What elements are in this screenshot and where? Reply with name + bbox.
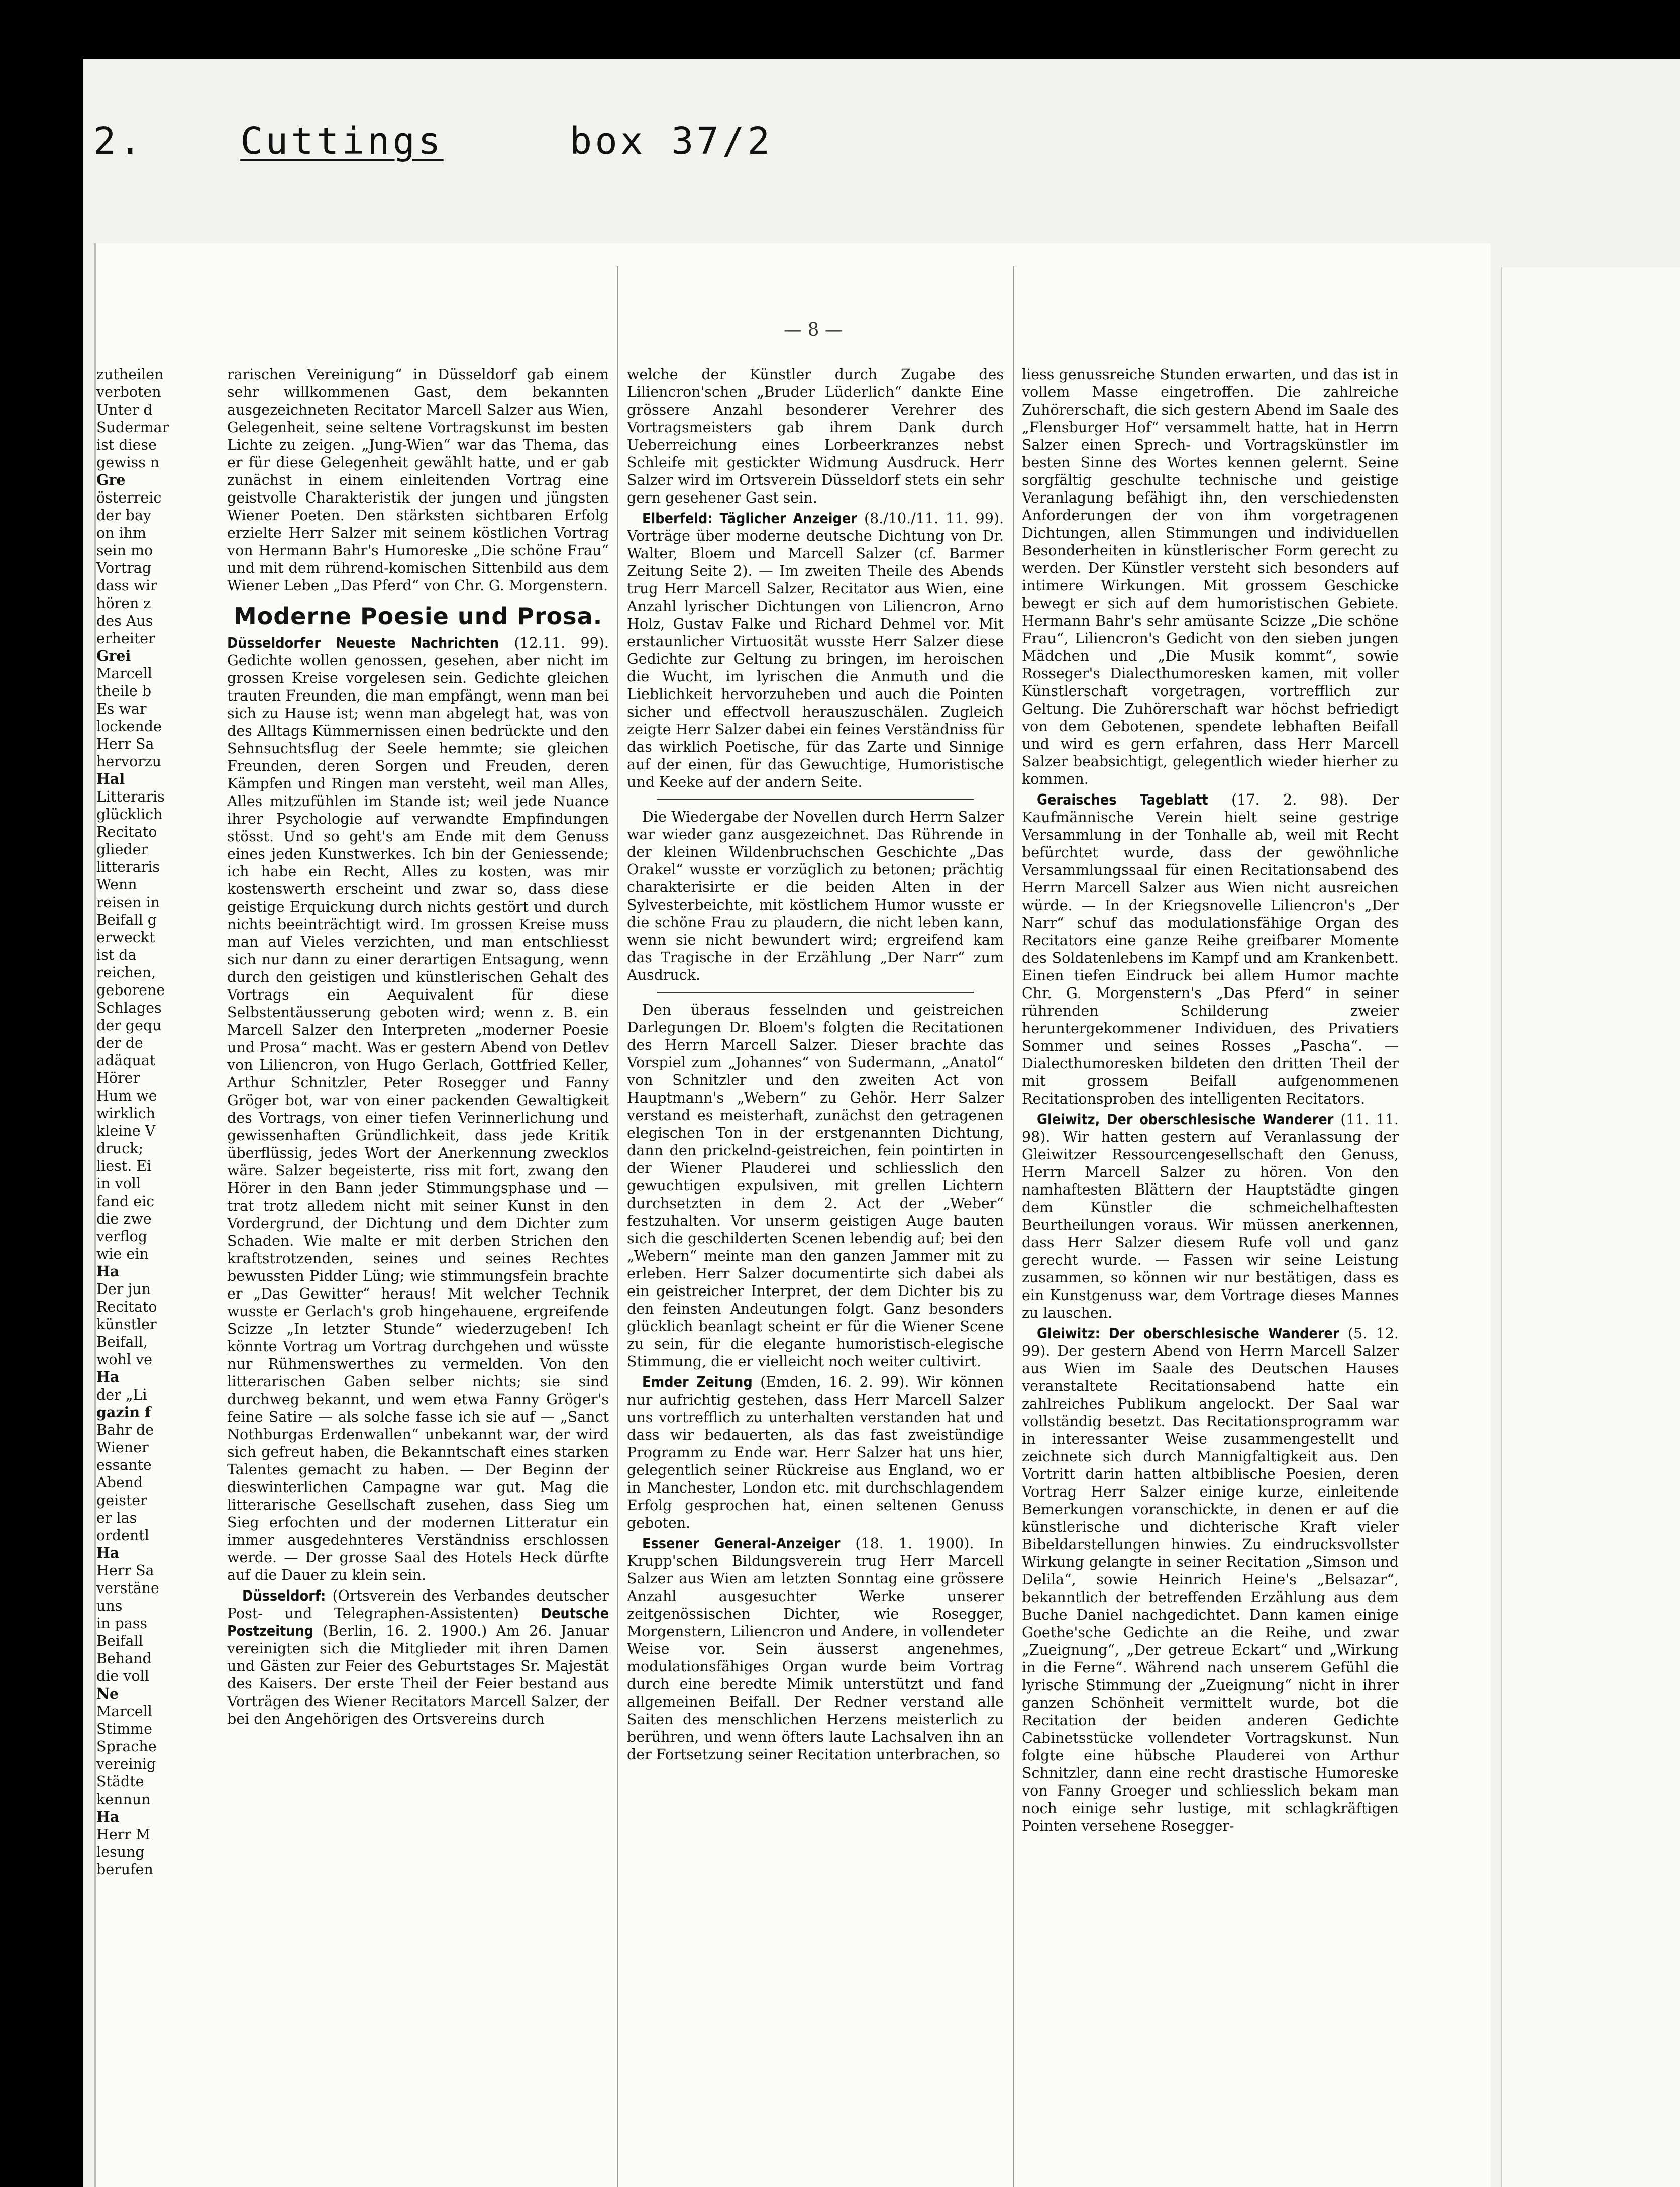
- source-name: Gleiwitz: Der oberschlesische Wanderer: [1037, 1325, 1339, 1342]
- source-date: (11. 11. 98).: [1022, 1111, 1399, 1145]
- article-paragraph: [1022, 1325, 1399, 1835]
- fragment-line: Ha: [96, 1808, 120, 1825]
- fragment-line: reisen in: [96, 894, 160, 911]
- fragment-line: kennun: [96, 1791, 151, 1808]
- fragment-line: uns: [96, 1598, 123, 1614]
- fragment-line: berufen: [96, 1861, 153, 1878]
- fragment-line: in voll: [96, 1175, 141, 1192]
- fragment-line: verstäne: [96, 1580, 159, 1597]
- article-text: Wir hatten gestern auf Veranlassung der Gleiwitzer Ressourcengesellschaft den Genuss, Herrn Marcell Salzer zu hören. Von den namhaftesten Blättern der Hauptstädte gingen dem Künstler die schmeichelhaftesten Beurtheilungen voraus. Wir müssen anerkennen, dass Herr Salzer diesem Rufe voll und ganz gerecht wurde. — Fassen wir seine Leistung zusammen, so können wir nur bestätigen, dass es ein Kunstgenuss war, dem Vortrage dieses Mannes zu lauschen.: [1022, 1129, 1399, 1321]
- fragment-line: Marcell: [96, 1703, 152, 1720]
- fragment-line: die voll: [96, 1668, 149, 1684]
- fragment-line: Ha: [96, 1263, 120, 1280]
- fragment-line: gazin f: [96, 1404, 151, 1421]
- fragment-line: Unter d: [96, 402, 153, 418]
- source-date: (Emden, 16. 2. 99).: [760, 1374, 909, 1390]
- article-paragraph: [627, 1373, 1004, 1532]
- fragment-line: lesung: [96, 1844, 145, 1860]
- fragment-line: Ne: [96, 1685, 119, 1702]
- fragment-line: lockende: [96, 718, 162, 735]
- fragment-line: ordentl: [96, 1527, 149, 1544]
- fragment-line: Herr Sa: [96, 1562, 154, 1579]
- fragment-line: der „Li: [96, 1386, 147, 1403]
- source-name: Elberfeld: Täglicher Anzeiger: [642, 510, 857, 527]
- fragment-line: litteraris: [96, 859, 160, 875]
- fragment-line: der gequ: [96, 1017, 162, 1034]
- article-text: Die Wiedergabe der Novellen durch Herrn Salzer war wieder ganz ausgezeichnet. Das Rührende in der kleinen Wildenbruchschen Geschichte „Das Orakel“ wusste er vorzüglich zu betonen; prächtig charakterisirte er die beiden Alten in der Sylvesterbeichte, mit köstlichem Humor wusste er die schöne Frau zu plaudern, die nicht leben kann, wenn sie nicht bewundert wird; ergreifend kam das Tragische in der Erzählung „Der Narr“ zum Ausdruck.: [627, 809, 1004, 983]
- fragment-line: der bay: [96, 507, 152, 524]
- fragment-line: Grei: [96, 647, 131, 664]
- source-name: Gleiwitz, Der oberschlesische Wanderer: [1037, 1111, 1334, 1128]
- fragment-line: Sudermar: [96, 419, 169, 436]
- fragment-line: zutheilen: [96, 366, 164, 383]
- fragment-line: Herr Sa: [96, 736, 154, 752]
- fragment-line: Wenn: [96, 876, 137, 893]
- article-text: Vorträge über moderne deutsche Dichtung von Dr. Walter, Bloem und Marcell Salzer (cf. Barmer Zeitung Seite 2). — Im zweiten Theile des Abends trug Herr Marcell Salzer, Recitator aus Wien, eine Anzahl lyrischer Dichtungen von Liliencron, Arno Holz, Gustav Falke und Richard Dehmel vor. Mit erstaunlicher Virtuosität wusste Herr Salzer diese Gedichte zur Geltung zu bringen, im heroischen die Wucht, im lyrischen die Anmuth und die Lieblichkeit hervorzuheben und auch die Pointen sicher und effectvoll herauszuschälen. Zugleich zeigte Herr Salzer dabei ein feines Verständniss für das wirklich Poetische, für das Zarte und Sinnige auf der einen, für das Gewuchtige, Humoristische und Keeke auf der andern Seite.: [627, 528, 1004, 790]
- fragment-line: in pass: [96, 1615, 148, 1632]
- fragment-line: künstler: [96, 1316, 157, 1333]
- source-date: (5. 12. 99).: [1022, 1325, 1399, 1359]
- article-text: In Krupp'schen Bildungsverein trug Herr Marcell Salzer aus Wien am letzten Sonntag eine grössere Anzahl ausgesuchter Werke unserer zeitgenössischen Dichter, wie Rosegger, Morgenstern, Liliencron und Andere, in vollendeter Weise vor. Sein äusserst angenehmes, modulationsfähiges Organ wurde beim Vortrag durch eine beredte Mimik unterstützt und fand allgemeinen Beifall. Der Redner verstand alle Saiten des menschlichen Herzens meisterlich zu berühren, und wenn öfters laute Lachsalven ihn an der Fortsetzung seiner Recitation unterbrachen, so: [627, 1535, 1004, 1763]
- fragment-line: glücklich: [96, 806, 163, 823]
- fragment-line: Wiener: [96, 1439, 149, 1456]
- fragment-line: wirklich: [96, 1105, 155, 1122]
- fragment-line: Beifall,: [96, 1334, 148, 1350]
- source-name: Düsseldorfer Neueste Nachrichten: [227, 635, 499, 651]
- fragment-line: er las: [96, 1510, 137, 1526]
- fragment-line: ist diese: [96, 437, 157, 453]
- fragment-line: Abend: [96, 1474, 143, 1491]
- fragment-line: Recitato: [96, 824, 157, 840]
- article-text: rarischen Vereinigung“ in Düsseldorf gab einem sehr willkommenen Gast, dem bekannten ausgezeichneten Recitator Marcell Salzer aus Wien, Gelegenheit, seine seltene Vortragskunst im besten Lichte zu zeigen. „Jung-Wien“ war das Thema, das er für diese Gelegenheit gewählt hatte, und er gab zunächst in einem einleitenden Vortrag eine geistvolle Charakteristik der jungen und jüngsten Wiener Poeten. Den stärksten sichtbaren Erfolg erzielte Herr Salzer mit seinem köstlichen Vortrag von Hermann Bahr's Humoreske „Die schöne Frau“ und mit dem rührend-komischen Sittenbild aus dem Wiener Leben „Das Pferd“ von Chr. G. Morgenstern.: [227, 366, 609, 594]
- header-box: box 37/2: [569, 120, 773, 163]
- separator-rule: [657, 992, 974, 993]
- column-rule: [617, 266, 618, 2187]
- fragment-line: Der jun: [96, 1281, 151, 1298]
- fragment-line: Es war: [96, 701, 147, 717]
- fragment-line: Stimme: [96, 1721, 153, 1737]
- header-cuttings: Cuttings: [240, 120, 444, 163]
- fragment-line: erweckt: [96, 929, 155, 946]
- archive-header-label: [93, 120, 773, 163]
- fragment-line: dass wir: [96, 577, 157, 594]
- fragment-line: wie ein: [96, 1246, 149, 1262]
- source-note: (Ortsverein des Verbandes deutscher Post- und Telegraphen-Assistenten): [227, 1587, 609, 1622]
- source-date: (18. 1. 1900).: [855, 1535, 974, 1552]
- source-name: Geraisches Tageblatt: [1037, 791, 1208, 808]
- fragment-line: die zwe: [96, 1211, 152, 1227]
- fragment-line: ist da: [96, 947, 137, 963]
- fragment-line: Vortrag: [96, 560, 152, 576]
- fragment-line: hören z: [96, 595, 151, 612]
- source-date: (Berlin, 16. 2. 1900.): [323, 1623, 487, 1639]
- fragment-line: des Aus: [96, 613, 153, 629]
- fragment-line: sein mo: [96, 542, 153, 559]
- header-number: 2.: [93, 120, 145, 163]
- article-text: Den überaus fesselnden und geistreichen Darlegungen Dr. Bloem's folgten die Recitationen des Herrn Marcell Salzer. Dieser brachte das Vorspiel zum „Johannes“ von Sudermann, „Anatol“ von Schnitzler und den zweiten Act von Hauptmann's „Webern“ zu Gehör. Herr Salzer verstand es meisterhaft, zunächst den getragenen elegischen Ton in der erstgenannten Dichtung, dann den prickelnd-geistreichen, fein pointirten in der Wiener Plauderei und schliesslich den gewuchtigen expulsiven, mit grellen Lichtern durchsetzten in dem 2. Act der „Weber“ festzuhalten. Vor unserm geistigen Auge bauten sich die geschilderten Scenen lebendig auf; bei den „Webern“ meinte man den ganzen Jammer mit zu erleben. Herr Salzer documentirte sich dabei als ein geistreicher Interpret, der dem Dichter bis zu den feinsten Andeutungen folgt. Ganz besonders glücklich beanlagt scheint er für die Wiener Scene zu sein, für die elegante humoristisch-elegische Stimmung, die er vielleicht noch weiter cultivirt.: [627, 1002, 1004, 1370]
- fragment-line: verflog: [96, 1228, 148, 1245]
- source-date: (12.11. 99).: [514, 635, 609, 651]
- fragment-line: reichen,: [96, 964, 156, 981]
- fragment-line: verboten: [96, 384, 161, 401]
- fragment-line: Schlages: [96, 1000, 162, 1016]
- fragment-line: österreic: [96, 489, 162, 506]
- fragment-line: druck;: [96, 1140, 144, 1157]
- fragment-line: erheiter: [96, 630, 155, 647]
- fragment-line: Herr M: [96, 1826, 151, 1843]
- article-paragraph: [227, 634, 609, 1584]
- fragment-line: Behand: [96, 1650, 152, 1667]
- fragment-line: Gre: [96, 471, 126, 488]
- fragment-line: der de: [96, 1035, 143, 1051]
- fragment-line: essante: [96, 1457, 152, 1473]
- fragment-line: Ha: [96, 1544, 120, 1561]
- fragment-line: wohl ve: [96, 1351, 153, 1368]
- article-text: welche der Künstler durch Zugabe des Liliencron'schen „Bruder Lüderlich“ dankte Eine grössere Anzahl besonderer Verehrer des Vortragsmeisters gab ihrem Dank durch Ueberreichung eines Lorbeerkranzes nebst Schleife mit gestickter Widmung Ausdruck. Herr Salzer wird im Ortsverein Düsseldorf stets ein sehr gern gesehener Gast sein.: [627, 366, 1004, 506]
- page-number: — 8 —: [784, 320, 843, 340]
- column-rule: [1013, 266, 1014, 2187]
- article-text: liess genussreiche Stunden erwarten, und das ist in vollem Masse eingetroffen. Die zahlreiche Zuhörerschaft, die sich gestern Abend im Saale des „Flensburger Hof“ versammelt hatte, hat in Herrn Salzer einen Sprech- und Vortragskünstler im besten Sinne des Wortes kennen gelernt. Seine sorgfältig geschulte technische und geistige Veranlagung befähigt ihn, den verschiedensten Anforderungen der von ihm vorgetragenen Dichtungen, allen Stimmungen und individuellen Besonderheiten in künstlerischer Form gerecht zu werden. Der Künstler versteht sich besonders auf intimere Wirkungen. Mit grossem Geschicke bewegt er sich auf dem humoristischen Gebiete. Hermann Bahr's sehr amüsante Scizze „Die schöne Frau“, Liliencron's Gedicht von den sieben jungen Mädchen und „Die Musik kommt“, sowie Rosseger's Dialecthumoresken kamen, mit voller Künstlerschaft vorgetragen, vortrefflich zur Geltung. Die Zuhörerschaft war höchst befriedigt von dem Gebotenen, spendete lebhaften Beifall und wird es gern erfahren, dass Herr Marcell Salzer beabsichtigt, gelegentlich wieder hierher zu kommen.: [1022, 366, 1399, 787]
- fragment-line: Beifall: [96, 1633, 143, 1649]
- fragment-line: adäquat: [96, 1052, 156, 1069]
- section-heading: Moderne Poesie und Prosa.: [233, 603, 603, 630]
- article-paragraph: [1022, 791, 1399, 1108]
- article-paragraph: [227, 1587, 609, 1728]
- fragment-line: on ihm: [96, 525, 147, 541]
- adjacent-clipping-text: [96, 366, 197, 1878]
- fragment-line: liest. Ei: [96, 1158, 152, 1174]
- fragment-line: Bahr de: [96, 1422, 154, 1438]
- fragment-line: hervorzu: [96, 753, 162, 770]
- fragment-line: glieder: [96, 841, 148, 858]
- source-name: Deutsche Postzeitung: [227, 1605, 609, 1639]
- column-3: [1022, 366, 1399, 2176]
- fragment-line: Hum we: [96, 1087, 157, 1104]
- article-paragraph: [627, 1535, 1004, 1763]
- fragment-line: geister: [96, 1492, 147, 1509]
- fragment-line: vereinig: [96, 1756, 156, 1772]
- fragment-line: Beifall g: [96, 912, 157, 928]
- source-name: Emder Zeitung: [642, 1374, 753, 1390]
- article-text: Wir können nur aufrichtig gestehen, dass Herr Marcell Salzer uns vortrefflich zu unterhalten verstanden hat und dass wir bedauerten, als das fast zweistündige Programm zu Ende war. Herr Salzer hat uns hier, gelegentlich seiner Rückreise aus England, wo er in Manchester, London etc. mit durchschlagendem Erfolg gesprochen hat, einen seltenen Genuss geboten.: [627, 1374, 1004, 1531]
- article-paragraph: [627, 510, 1004, 791]
- source-name: Düsseldorf:: [242, 1587, 326, 1604]
- column-1: [227, 366, 609, 2176]
- article-text: Am 26. Januar vereinigten sich die Mitglieder mit ihren Damen und Gästen zur Feier des Geburtstages Sr. Majestät des Kaisers. Der erste Theil der Feier bestand aus Vorträgen des Wiener Recitators Marcell Salzer, der bei den Angehörigen des Ortsvereins durch: [227, 1623, 609, 1727]
- source-date: (8./10./11. 11. 99).: [864, 510, 1004, 527]
- fragment-line: Hal: [96, 770, 125, 787]
- fragment-line: theile b: [96, 683, 152, 700]
- fragment-line: Sprache: [96, 1738, 157, 1755]
- fragment-line: Marcell: [96, 665, 152, 682]
- separator-rule: [657, 799, 974, 800]
- fragment-line: Recitato: [96, 1299, 157, 1315]
- adjacent-clipping: [1501, 267, 1680, 2187]
- fragment-line: Litteraris: [96, 788, 165, 805]
- fragment-line: Ha: [96, 1368, 120, 1385]
- column-2: [627, 366, 1004, 2176]
- fragment-line: geborene: [96, 982, 165, 999]
- article-text: Gedichte wollen genossen, gesehen, aber nicht im grossen Kreise vorgelesen sein. Gedichte gleichen trauten Freunden, die man empfängt, wenn man bei sich zu Hause ist; wenn man abgelegt hat, was von des Alltags Kümmernissen einen bedrückte und den Sehnsuchtsflug der Seele hemmte; sie gleichen Freunden, deren Sorgen und Freuden, deren Kämpfen und Ringen man versteht, weil man Alles, Alles mitzufühlen im Stande ist; weil jede Nuance ihrer Psychologie auf verwandte Empfindungen stösst. Und so geht's am Ende mit dem Genuss eines jeden Kunstwerkes. Ich bin der Geniessende; ich habe ein Recht, Alles zu kosten, was mir kostenswerth erscheint und zwar so, dass diese geistige Erquickung durch nichts gestört und durch nichts beeinträchtigt wird. Im grossen Kreise muss man auf Vieles verzichten, und man entschliesst sich nur dann zu einer derartigen Entsagung, wenn durch den geistigen und künstlerischen Gehalt des Vortrags ein Aequivalent für diese Selbstentäusserung geboten wird; wenn z. B. ein Marcell Salzer den Interpreten „moderner Poesie und Prosa“ macht. Was er gestern Abend von Detlev von Liliencron, von Hugo Gerlach, Gottfried Keller, Arthur Schnitzler, Peter Rosegger und Fanny Gröger bot, war von einer packenden Gewaltigkeit des Vortrags, von einer tiefen Verinnerlichung und gewissenhaften Gründlichkeit, dass jede Kritik überflüssig, jedes Wort der Anerkennung zwecklos wäre. Salzer begeisterte, riss mit fort, zwang den Hörer in den Bann jeder Stimmungsphase und — trat trotz alledem nicht mit seiner Kunst in den Vordergrund, der Dichtung und dem Dichter zum Schaden. Wie malte er mit derben Strichen den kraftstrotzenden, seines und seines Rechtes bewussten Pidder Lüng; wie stimmungsfein brachte er „Das Gewitter“ heraus! Mit welcher Technik wusste er Gerlach's grob hingehauene, ergreifende Scizze „In letzter Stunde“ wiederzugeben! Ich könnte Vortrag um Vortrag durchgehen und wüsste nur Rühmenswerthes zu vermelden. Von den litterarischen Gaben selber nichts; sie sind durchweg bekannt, und wem etwa Fanny Gröger's feine Satire — als solche fasse ich sie auf — „Sanct Nothburgas Erdenwallen“ unbekannt war, der wird sich gefreut haben, die Bekanntschaft eines starken Talentes gemacht zu haben. — Der Beginn der dieswinterlichen Campagne war gut. Mag die litterarische Gesellschaft zusehen, dass Sieg um Sieg erfochten und der modernen Litteratur ein immer ausgedehnteres Verständniss erschlossen werde. — Der grosse Saal des Hotels Heck dürfte auf die Dauer zu klein sein.: [227, 652, 609, 1583]
- source-name: Essener General-Anzeiger: [642, 1535, 841, 1552]
- fragment-line: Städte: [96, 1773, 144, 1790]
- fragment-line: Hörer: [96, 1070, 140, 1086]
- source-date: (17. 2. 98).: [1231, 791, 1349, 808]
- fragment-line: gewiss n: [96, 454, 160, 471]
- article-text: Der Kaufmännische Verein hielt seine gestrige Versammlung in der Tonhalle ab, weil mit Recht befürchtet wurde, dass der gewöhnliche Versammlungssaal für einen Recitationsabend des Herrn Marcell Salzer aus Wien nicht ausreichen würde. — In der Kriegsnovelle Liliencron's „Der Narr“ schuf das modulationsfähige Organ des Recitators eine ganze Reihe greifbarer Momente des Soldatenlebens im Kampf und am Krankenbett. Einen tiefen Eindruck bei allem Humor machte Chr. G. Morgenstern's „Das Pferd“ in seiner rührenden Schilderung zweier heruntergekommener Individuen, des Privatiers Sommer und seines Rosses „Pascha“. — Dialecthumoresken bildeten den dritten Theil der mit grossem Beifall aufgenommenen Recitationsproben des intelligenten Recitators.: [1022, 791, 1399, 1107]
- fragment-line: kleine V: [96, 1123, 156, 1139]
- article-paragraph: [1022, 1111, 1399, 1322]
- fragment-line: fand eic: [96, 1193, 155, 1210]
- article-text: Der gestern Abend von Herrn Marcell Salzer aus Wien im Saale des Deutschen Hauses veranstaltete Recitationsabend hatte ein zahlreiches Publikum angelockt. Der Saal war vollständig besetzt. Das Recitationsprogramm war in interessanter Weise zusammengestellt und zeichnete sich durch Mannigfaltigkeit aus. Den Vortritt darin hatten altbiblische Poesien, deren Vortrag Herr Salzer einige kurze, einleitende Bemerkungen voranschickte, in denen er auf die künstlerische und dichterische Kraft vieler Bibeldarstellungen hinwies. Zu eindrucksvollster Wirkung gelangte in seiner Recitation „Simson und Delila“, sowie Heinrich Heine's „Belsazar“, bekanntlich der betreffenden Erzählung aus dem Buche Daniel nachgedichtet. Dann kamen einige Goethe'sche Gedichte an die Reihe, und zwar „Zueignung“, „Der getreue Eckart“ und „Wirkung in die Ferne“. Während nach unserem Gefühl die lyrische Stimmung der „Zueignung“ nicht in ihrer ganzen Schönheit vermittelt wurde, bot die Recitation der beiden anderen Gedichte Cabinetsstücke vollendeter Vortragskunst. Nun folgte eine hübsche Plauderei von Arthur Schnitzler, dann eine recht drastische Humoreske von Fanny Groeger und schliesslich bekam man noch einige sehr lustige, mit schlagkräftigen Pointen versehene Rosegger-: [1022, 1343, 1399, 1834]
